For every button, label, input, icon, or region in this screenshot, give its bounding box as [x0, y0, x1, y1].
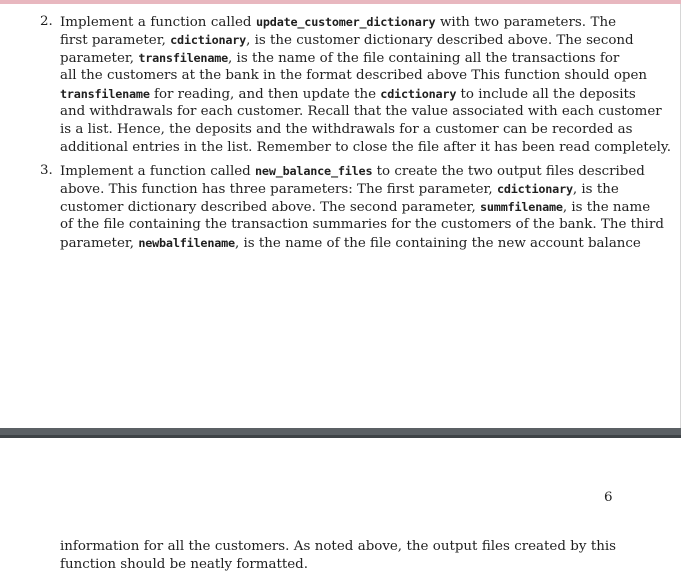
text-line — [60, 556, 616, 574]
text-run: , is the name — [562, 200, 651, 215]
text-line — [60, 538, 616, 556]
document-page-bottom — [0, 438, 681, 575]
text-line — [60, 13, 616, 31]
text-run: Implement a function called — [60, 164, 256, 179]
text-line — [60, 31, 634, 49]
text-line — [60, 162, 645, 180]
text-run: first parameter, — [60, 33, 171, 48]
text-run: for reading, and then update the — [149, 87, 381, 102]
code-identifier: transfilename — [60, 87, 150, 101]
page-number: 6 — [604, 490, 613, 505]
text-line — [60, 67, 648, 85]
code-identifier: cdictionary — [380, 87, 457, 101]
text-run: to create the two output files described — [372, 164, 645, 179]
code-identifier: cdictionary — [496, 182, 573, 196]
text-run: additional entries in the list. Remember to close the file after it has been read completely. — [60, 140, 671, 155]
text-run: with two parameters. The — [435, 15, 616, 30]
text-run: , is the customer dictionary described above. The second — [246, 33, 634, 48]
text-run: function should be neatly formatted. — [60, 557, 308, 572]
text-line — [60, 121, 633, 139]
text-line — [60, 216, 664, 234]
text-line — [60, 49, 620, 67]
code-identifier: new_balance_files — [255, 164, 373, 178]
text-line — [60, 103, 662, 121]
list-item-number: 3. — [40, 163, 53, 178]
text-run: parameter, — [60, 236, 139, 251]
text-run: parameter, — [60, 51, 139, 66]
code-identifier: update_customer_dictionary — [255, 15, 436, 29]
text-run: information for all the customers. As noted above, the output files created by this — [60, 539, 616, 554]
document-page-top — [0, 4, 681, 428]
text-run: customer dictionary described above. The second parameter, — [60, 200, 480, 215]
page-separator — [0, 428, 681, 435]
text-line — [60, 139, 671, 157]
text-run: and withdrawals for each customer. Recall that the value associated with each customer — [60, 104, 662, 119]
text-line — [60, 180, 619, 198]
text-run: all the customers at the bank in the format described above This function should open — [60, 68, 648, 83]
text-run: is a list. Hence, the deposits and the withdrawals for a customer can be recorded as — [60, 122, 633, 137]
text-run: , is the name of the file containing the new account balance — [234, 236, 641, 251]
code-identifier: cdictionary — [170, 33, 247, 47]
text-line — [60, 85, 636, 103]
text-run: to include all the deposits — [456, 87, 636, 102]
text-run: , is the name of the file containing all the transactions for — [228, 51, 620, 66]
code-identifier: transfilename — [138, 51, 229, 65]
text-run: Implement a function called — [60, 15, 256, 30]
text-line — [60, 234, 641, 252]
code-identifier: newbalfilename — [138, 236, 235, 250]
list-item-number: 2. — [40, 14, 53, 29]
text-line — [60, 198, 651, 216]
text-run: above. This function has three parameters: The first parameter, — [60, 182, 497, 197]
text-run: of the file containing the transaction summaries for the customers of the bank. The third — [60, 217, 664, 232]
code-identifier: summfilename — [479, 200, 563, 214]
text-run: , is the — [572, 182, 619, 197]
